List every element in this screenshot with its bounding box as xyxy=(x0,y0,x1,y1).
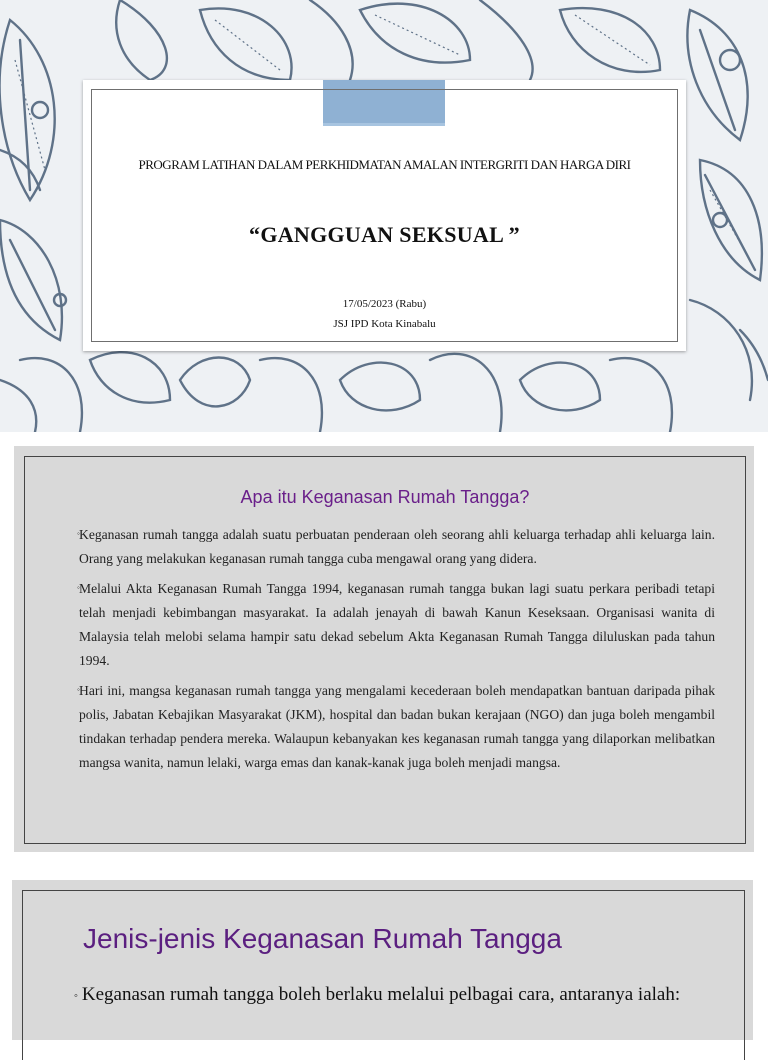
slide-body xyxy=(79,523,715,781)
title-slide xyxy=(0,0,768,432)
paragraph-text: Keganasan rumah tangga adalah suatu perbuatan penderaan oleh seorang ahli keluarga terhadap ahli keluarga lain. Orang yang melakukan keganasan rumah tangga cuba mengawal orang yang didera. xyxy=(79,527,715,566)
bullet-icon: ◦ xyxy=(77,685,80,694)
types-slide xyxy=(12,880,753,1040)
slide-frame xyxy=(22,890,745,1060)
paragraph-text: Melalui Akta Keganasan Rumah Tangga 1994, keganasan rumah tangga bukan lagi suatu perkara peribadi tetapi telah menjadi kebimbangan masyarakat. Ia adalah jenayah di bawah Kanun Keseksaan. Organisasi wanita di Malaysia telah melobi selama hampir satu dekad sebelum Akta Keganasan Rumah Tangga diluluskan pada tahun 1994. xyxy=(79,581,715,668)
list-item-text: Keganasan rumah tangga boleh berlaku melalui pelbagai cara, antaranya ialah: xyxy=(81,984,681,1005)
organization-name: JSJ IPD Kota Kinabalu xyxy=(333,318,436,330)
title-frame xyxy=(91,89,678,342)
definition-slide xyxy=(14,446,754,852)
bullet-icon: ◦ xyxy=(77,529,80,538)
program-title: PROGRAM LATIHAN DALAM PERKHIDMATAN AMALAN INTERGRITI DAN HARGA DIRI xyxy=(138,157,631,172)
event-date: 17/05/2023 (Rabu) xyxy=(342,298,427,310)
list-item xyxy=(74,984,714,1007)
slide-heading: Jenis-jenis Keganasan Rumah Tangga xyxy=(83,923,562,954)
paragraph-1 xyxy=(79,523,715,571)
paragraph-3 xyxy=(79,679,715,775)
bullet-icon: ◦ xyxy=(74,989,78,1002)
slide-main-title: “GANGGUAN SEKSUAL ” xyxy=(249,222,520,247)
paragraph-text: Hari ini, mangsa keganasan rumah tangga yang mengalami kecederaan boleh mendapatkan bantuan daripada pihak polis, Jabatan Kebajikan Masyarakat (JKM), hospital dan badan bukan kerajaan (NGO) dan juga boleh mengambil tindakan terhadap pendera mereka. Walaupun kebanyakan kes keganasan rumah tangga yang dilaporkan melibatkan mangsa wanita, namun lelaki, warga emas dan kanak-kanak juga boleh menjadi mangsa. xyxy=(79,683,715,770)
title-card xyxy=(83,80,686,351)
paragraph-2 xyxy=(79,577,715,673)
bullet-icon: ◦ xyxy=(77,583,80,592)
slide-frame xyxy=(24,456,746,844)
slide-heading: Apa itu Keganasan Rumah Tangga? xyxy=(240,487,530,507)
